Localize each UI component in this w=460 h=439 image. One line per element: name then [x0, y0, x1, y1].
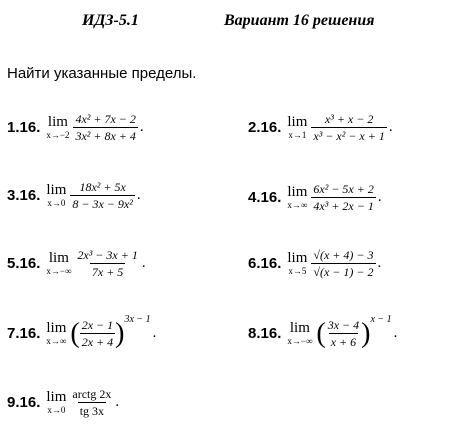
- numerator: 2x − 1: [81, 318, 114, 332]
- limit-subscript: x→−2: [46, 130, 70, 140]
- end-period: .: [377, 189, 382, 205]
- fraction: [326, 318, 361, 349]
- limit-operator: [46, 251, 71, 276]
- lim-word: lim: [287, 114, 308, 130]
- end-period: .: [141, 255, 146, 271]
- limit-operator: [287, 115, 307, 140]
- problem-8: [248, 314, 398, 349]
- lim-word: lim: [48, 250, 69, 266]
- end-period: .: [115, 394, 120, 410]
- denominator: 4x³ + 2x − 1: [313, 199, 374, 213]
- denominator: 3x² + 8x + 4: [75, 129, 136, 143]
- fraction: [70, 180, 134, 211]
- denominator: 7x + 5: [91, 265, 124, 279]
- problem-number: 2.16.: [248, 119, 282, 136]
- problem-7: [7, 314, 157, 349]
- end-period: .: [377, 255, 382, 271]
- fraction: [73, 112, 137, 143]
- numerator: x³ + x − 2: [324, 112, 374, 126]
- denominator: √(x − 1) − 2: [313, 265, 374, 279]
- limit-subscript: x→5: [288, 266, 307, 276]
- fraction: [75, 248, 139, 279]
- numerator: 4x² + 7x − 2: [75, 112, 136, 126]
- problem-number: 8.16.: [248, 325, 282, 342]
- limit-subscript: x→1: [288, 130, 307, 140]
- problem-4: [248, 182, 382, 213]
- end-period: .: [139, 119, 144, 135]
- limit-subscript: x→∞: [287, 200, 308, 210]
- fraction: [80, 318, 115, 349]
- exponent: 3x − 1: [124, 314, 151, 325]
- fraction: [311, 248, 375, 279]
- lim-word: lim: [46, 182, 67, 198]
- problem-2: [248, 112, 393, 143]
- fraction: [311, 112, 386, 143]
- denominator: 8 − 3x − 9x²: [72, 197, 133, 211]
- limit-subscript: x→∞: [46, 336, 67, 346]
- fraction: [311, 182, 375, 213]
- lim-word: lim: [287, 184, 308, 200]
- problem-number: 9.16.: [7, 394, 41, 411]
- problem-1: [7, 112, 144, 143]
- limit-operator: [287, 321, 312, 346]
- exponent: x − 1: [370, 314, 392, 325]
- limit-operator: [46, 115, 69, 140]
- document-id-title: ИДЗ-5.1: [82, 12, 139, 29]
- numerator: 2x³ − 3x + 1: [77, 248, 138, 262]
- end-period: .: [393, 325, 398, 341]
- problem-number: 1.16.: [7, 119, 41, 136]
- right-paren: ): [361, 317, 371, 349]
- problem-5: [7, 248, 146, 279]
- denominator: x³ − x² − x + 1: [313, 129, 385, 143]
- limit-operator: [287, 185, 307, 210]
- problem-number: 4.16.: [248, 189, 282, 206]
- lim-word: lim: [46, 389, 67, 405]
- lim-word: lim: [289, 320, 310, 336]
- task-instruction: Найти указанные пределы.: [7, 65, 197, 82]
- lim-word: lim: [287, 250, 308, 266]
- right-paren: ): [115, 317, 125, 349]
- problem-number: 7.16.: [7, 325, 41, 342]
- problem-6: [248, 248, 381, 279]
- denominator: tg 3x: [79, 404, 105, 418]
- limit-subscript: x→0: [47, 405, 66, 415]
- problem-number: 5.16.: [7, 255, 41, 272]
- lim-word: lim: [47, 114, 68, 130]
- end-period: .: [152, 325, 157, 341]
- numerator: arctg 2x: [72, 387, 112, 401]
- problem-number: 6.16.: [248, 255, 282, 272]
- limit-operator: [46, 183, 66, 208]
- numerator: 3x − 4: [327, 318, 360, 332]
- problem-9: [7, 387, 119, 418]
- limit-subscript: x→−∞: [287, 336, 313, 346]
- numerator: 18x² + 5x: [79, 180, 126, 194]
- fraction: [70, 387, 113, 418]
- limit-subscript: x→−∞: [46, 266, 72, 276]
- left-paren: (: [70, 317, 80, 349]
- problem-number: 3.16.: [7, 187, 41, 204]
- left-paren: (: [316, 317, 326, 349]
- limit-operator: [46, 390, 66, 415]
- numerator: √(x + 4) − 3: [313, 248, 374, 262]
- lim-word: lim: [46, 320, 67, 336]
- limit-operator: [46, 321, 66, 346]
- end-period: .: [388, 119, 393, 135]
- numerator: 6x² − 5x + 2: [313, 182, 374, 196]
- end-period: .: [136, 187, 141, 203]
- denominator: x + 6: [330, 335, 357, 349]
- variant-title: Вариант 16 решения: [224, 12, 375, 29]
- problem-3: [7, 180, 141, 211]
- limit-operator: [287, 251, 307, 276]
- denominator: 2x + 4: [81, 335, 114, 349]
- limit-subscript: x→0: [47, 198, 66, 208]
